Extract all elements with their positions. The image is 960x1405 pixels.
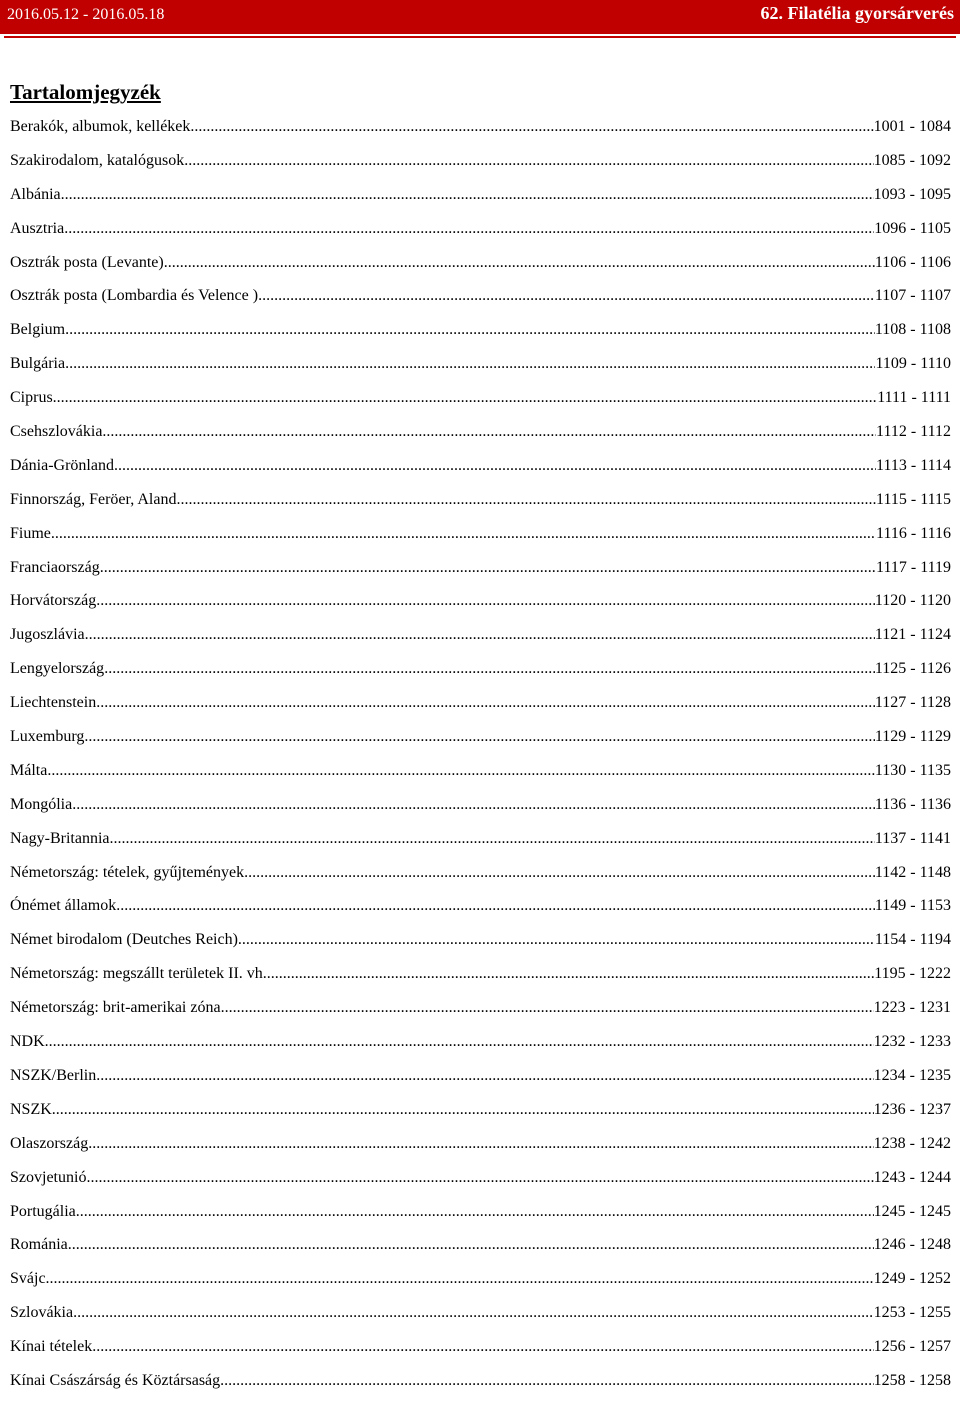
toc-entry-name: Ciprus bbox=[10, 389, 53, 407]
toc-entry-name: Fiume bbox=[10, 524, 51, 542]
toc-entry-name: Németország: tételek, gyűjtemények bbox=[10, 863, 245, 881]
toc-entry[interactable] bbox=[10, 1066, 951, 1100]
toc-entry-name: NSZK/Berlin bbox=[10, 1066, 97, 1084]
toc-entry-pages: 1107 - 1107 bbox=[874, 287, 951, 305]
dot-leader bbox=[164, 253, 875, 273]
toc-entry-pages: 1245 - 1245 bbox=[873, 1202, 951, 1220]
dot-leader bbox=[76, 1202, 874, 1222]
toc-entry[interactable] bbox=[10, 1168, 951, 1202]
toc-entry[interactable] bbox=[10, 151, 951, 185]
toc-entry-name: Mongólia bbox=[10, 795, 73, 813]
toc-entry[interactable] bbox=[10, 1202, 951, 1236]
toc-entry-pages: 1112 - 1112 bbox=[876, 423, 951, 441]
dot-leader bbox=[45, 1032, 874, 1052]
header-divider bbox=[4, 36, 956, 38]
toc-entry[interactable] bbox=[10, 388, 951, 422]
toc-entry-name: Osztrák posta (Levante) bbox=[10, 253, 164, 271]
dot-leader bbox=[184, 151, 873, 171]
toc-entry-name: Szakirodalom, katalógusok bbox=[10, 151, 185, 169]
toc-entry-pages: 1085 - 1092 bbox=[873, 151, 951, 169]
toc-entry-pages: 1096 - 1105 bbox=[874, 219, 951, 237]
toc-entry-pages: 1149 - 1153 bbox=[874, 897, 951, 915]
dot-leader bbox=[53, 388, 878, 408]
toc-entry[interactable] bbox=[10, 1100, 951, 1134]
dot-leader bbox=[114, 456, 876, 476]
toc-entry-pages: 1120 - 1120 bbox=[874, 592, 951, 610]
toc-entry-pages: 1129 - 1129 bbox=[874, 728, 951, 746]
toc-entry[interactable] bbox=[10, 998, 951, 1032]
dot-leader bbox=[104, 659, 875, 679]
toc-entry-name: Bulgária bbox=[10, 355, 66, 373]
toc-entry[interactable] bbox=[10, 727, 951, 761]
toc-entry[interactable] bbox=[10, 456, 951, 490]
dot-leader bbox=[96, 1066, 873, 1086]
toc-entry-name: Franciaország bbox=[10, 558, 100, 576]
toc-entry[interactable] bbox=[10, 930, 951, 964]
toc-entry[interactable] bbox=[10, 591, 951, 625]
toc-entry[interactable] bbox=[10, 320, 951, 354]
toc-entry[interactable] bbox=[10, 659, 951, 693]
dot-leader bbox=[52, 1100, 874, 1120]
dot-leader bbox=[65, 354, 875, 374]
toc-entry-name: Németország: megszállt területek II. vh. bbox=[10, 965, 267, 983]
toc-entry[interactable] bbox=[10, 693, 951, 727]
toc-entry-pages: 1115 - 1115 bbox=[876, 490, 951, 508]
dot-leader bbox=[238, 930, 875, 950]
toc-entry-name: NDK bbox=[10, 1033, 45, 1051]
toc-entry[interactable] bbox=[10, 795, 951, 829]
toc-entry-name: Horvátország bbox=[10, 592, 97, 610]
toc-entry-pages: 1093 - 1095 bbox=[873, 185, 951, 203]
dot-leader bbox=[73, 1303, 874, 1323]
toc-entry-pages: 1142 - 1148 bbox=[874, 863, 951, 881]
toc-entry-pages: 1154 - 1194 bbox=[874, 931, 951, 949]
toc-entry[interactable] bbox=[10, 253, 951, 287]
toc-entry-name: Dánia-Grönland bbox=[10, 456, 114, 474]
toc-entry-pages: 1116 - 1116 bbox=[876, 524, 951, 542]
dot-leader bbox=[220, 1371, 874, 1391]
toc-entry-name: Kínai Császárság és Köztársaság bbox=[10, 1371, 221, 1389]
toc-entry-name: Jugoszlávia bbox=[10, 626, 85, 644]
toc-entry-name: Szovjetunió bbox=[10, 1168, 87, 1186]
toc-entry[interactable] bbox=[10, 1371, 951, 1405]
toc-entry-name: Románia bbox=[10, 1236, 68, 1254]
toc-entry[interactable] bbox=[10, 490, 951, 524]
toc-entry-name: Ónémet államok bbox=[10, 897, 117, 915]
toc-entry-pages: 1246 - 1248 bbox=[873, 1236, 951, 1254]
toc-entry[interactable] bbox=[10, 964, 951, 998]
toc-entry-name: Belgium bbox=[10, 321, 66, 339]
dot-leader bbox=[64, 219, 874, 239]
toc-entry-name: Németország: brit-amerikai zóna bbox=[10, 999, 221, 1017]
toc-entry-pages: 1234 - 1235 bbox=[873, 1066, 951, 1084]
auction-dates: 2016.05.12 - 2016.05.18 bbox=[7, 6, 165, 23]
toc-entry[interactable] bbox=[10, 863, 951, 897]
toc-entry-pages: 1113 - 1114 bbox=[876, 456, 951, 474]
dot-leader bbox=[84, 727, 875, 747]
toc-title: Tartalomjegyzék bbox=[10, 80, 161, 104]
toc-entry-name: Albánia bbox=[10, 185, 61, 203]
toc-entry[interactable] bbox=[10, 625, 951, 659]
dot-leader bbox=[100, 558, 876, 578]
toc-entry-name: Portugália bbox=[10, 1202, 76, 1220]
toc-entry-pages: 1195 - 1222 bbox=[874, 965, 951, 983]
dot-leader bbox=[190, 117, 873, 137]
toc-entry-name: NSZK bbox=[10, 1100, 52, 1118]
toc-entry[interactable] bbox=[10, 761, 951, 795]
dot-leader bbox=[267, 964, 874, 984]
dot-leader bbox=[72, 795, 875, 815]
toc-entry-pages: 1256 - 1257 bbox=[873, 1338, 951, 1356]
toc-entry-name: Szlovákia bbox=[10, 1304, 74, 1322]
toc-entry-pages: 1236 - 1237 bbox=[873, 1100, 951, 1118]
toc-entry-pages: 1111 - 1111 bbox=[877, 389, 951, 407]
toc-entry-pages: 1253 - 1255 bbox=[873, 1304, 951, 1322]
toc-entry-name: Német birodalom (Deutches Reich) bbox=[10, 931, 238, 949]
toc-entry[interactable] bbox=[10, 896, 951, 930]
dot-leader bbox=[221, 998, 874, 1018]
dot-leader bbox=[47, 761, 875, 781]
toc-entry[interactable] bbox=[10, 422, 951, 456]
dot-leader bbox=[102, 422, 876, 442]
page-header bbox=[0, 0, 960, 34]
toc-entry[interactable] bbox=[10, 829, 951, 863]
toc-entry[interactable] bbox=[10, 354, 951, 388]
dot-leader bbox=[116, 896, 875, 916]
toc-entry-pages: 1117 - 1119 bbox=[876, 558, 951, 576]
toc-entry-pages: 1125 - 1126 bbox=[874, 660, 951, 678]
toc-entry-name: Olaszország bbox=[10, 1134, 89, 1152]
toc-entry-name: Málta bbox=[10, 761, 48, 779]
dot-leader bbox=[86, 1168, 873, 1188]
toc-entry[interactable] bbox=[10, 524, 951, 558]
toc-entry[interactable] bbox=[10, 1134, 951, 1168]
toc-list bbox=[10, 117, 951, 1405]
toc-entry-pages: 1130 - 1135 bbox=[874, 761, 951, 779]
dot-leader bbox=[96, 693, 875, 713]
toc-entry-pages: 1127 - 1128 bbox=[874, 694, 951, 712]
toc-entry-pages: 1109 - 1110 bbox=[875, 355, 951, 373]
dot-leader bbox=[96, 591, 875, 611]
toc-entry-pages: 1108 - 1108 bbox=[874, 321, 951, 339]
toc-entry-pages: 1238 - 1242 bbox=[873, 1134, 951, 1152]
toc-entry-pages: 1137 - 1141 bbox=[874, 829, 951, 847]
toc-entry[interactable] bbox=[10, 185, 951, 219]
toc-entry-name: Csehszlovákia bbox=[10, 423, 103, 441]
toc-entry[interactable] bbox=[10, 1032, 951, 1066]
dot-leader bbox=[51, 524, 876, 544]
toc-entry[interactable] bbox=[10, 219, 951, 253]
toc-entry-name: Liechtenstein bbox=[10, 694, 97, 712]
dot-leader bbox=[244, 863, 875, 883]
toc-entry-name: Osztrák posta (Lombardia és Velence ) bbox=[10, 287, 259, 305]
toc-entry[interactable] bbox=[10, 117, 951, 151]
toc-entry-name: Lengyelország bbox=[10, 660, 105, 678]
toc-entry-name: Nagy-Britannia bbox=[10, 829, 110, 847]
toc-entry[interactable] bbox=[10, 1235, 951, 1269]
toc-entry-name: Luxemburg bbox=[10, 728, 85, 746]
toc-entry-pages: 1001 - 1084 bbox=[873, 118, 951, 135]
toc-entry[interactable] bbox=[10, 558, 951, 592]
dot-leader bbox=[176, 490, 876, 510]
dot-leader bbox=[68, 1235, 874, 1255]
dot-leader bbox=[258, 286, 875, 306]
dot-leader bbox=[61, 185, 874, 205]
toc-entry-pages: 1243 - 1244 bbox=[873, 1168, 951, 1186]
toc-entry-pages: 1136 - 1136 bbox=[874, 795, 951, 813]
dot-leader bbox=[46, 1269, 874, 1289]
dot-leader bbox=[85, 625, 875, 645]
toc-entry-pages: 1249 - 1252 bbox=[873, 1270, 951, 1288]
toc-entry-name: Berakók, albumok, kellékek bbox=[10, 118, 191, 135]
toc-entry[interactable] bbox=[10, 1269, 951, 1303]
dot-leader bbox=[110, 829, 875, 849]
toc-entry-name: Svájc bbox=[10, 1270, 46, 1288]
toc-entry-pages: 1258 - 1258 bbox=[873, 1371, 951, 1389]
toc-entry-pages: 1106 - 1106 bbox=[874, 253, 951, 271]
toc-entry-name: Finnország, Feröer, Aland bbox=[10, 490, 177, 508]
toc-entry-pages: 1223 - 1231 bbox=[873, 999, 951, 1017]
toc-entry[interactable] bbox=[10, 286, 951, 320]
toc-entry-name: Kínai tételek bbox=[10, 1338, 93, 1356]
toc-entry-pages: 1121 - 1124 bbox=[874, 626, 951, 644]
auction-title: 62. Filatélia gyorsárverés bbox=[760, 3, 954, 23]
toc-entry[interactable] bbox=[10, 1303, 951, 1337]
dot-leader bbox=[92, 1337, 873, 1357]
toc-entry-pages: 1232 - 1233 bbox=[873, 1033, 951, 1051]
dot-leader bbox=[65, 320, 875, 340]
dot-leader bbox=[88, 1134, 873, 1154]
toc-entry[interactable] bbox=[10, 1337, 951, 1371]
toc-entry-name: Ausztria bbox=[10, 219, 65, 237]
